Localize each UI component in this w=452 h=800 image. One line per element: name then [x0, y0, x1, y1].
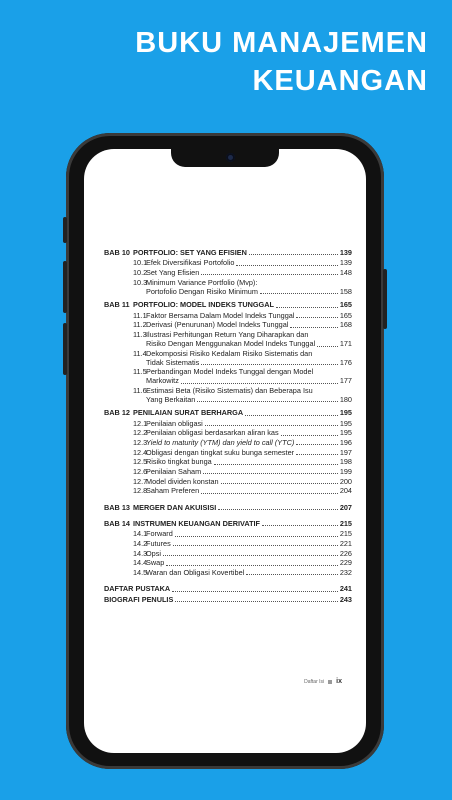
page-number: 199: [339, 467, 352, 477]
page-number: 241: [339, 584, 352, 594]
toc-item-wrapped[interactable]: [104, 279, 352, 286]
item-number: 12.3: [133, 437, 148, 447]
item-title: Forward: [146, 529, 173, 539]
page-number: 165: [339, 310, 352, 320]
toc-item[interactable]: [104, 259, 352, 266]
dot-leader: [173, 545, 338, 546]
toc-item-continuation[interactable]: [104, 359, 352, 366]
dot-leader: [262, 525, 338, 526]
phone-volume-up-button: [63, 261, 67, 313]
page-number: 221: [339, 539, 352, 548]
item-number: 14.1: [133, 529, 148, 539]
toc-item[interactable]: [104, 550, 352, 557]
item-title: Penilaian obligasi: [146, 418, 203, 428]
toc-item-wrapped[interactable]: [104, 350, 352, 357]
page-number: 215: [339, 529, 352, 539]
phone-volume-down-button: [63, 323, 67, 375]
chapter-number: BAB 12: [104, 408, 130, 418]
toc-item[interactable]: [104, 478, 352, 485]
dot-leader: [201, 274, 338, 275]
toc-item[interactable]: [104, 458, 352, 465]
headline: [28, 24, 428, 100]
footer-page-number: ix: [336, 678, 342, 685]
toc-item[interactable]: [104, 429, 352, 436]
page-number: 195: [339, 428, 352, 438]
toc-item[interactable]: [104, 321, 352, 328]
page-number: 148: [339, 267, 352, 277]
toc-item[interactable]: [104, 312, 352, 319]
toc-chapter[interactable]: [104, 409, 352, 416]
page-number: 195: [339, 418, 352, 428]
item-title: Obligasi dengan tingkat suku bunga semester: [146, 447, 295, 457]
item-number: 11.6: [133, 385, 147, 395]
item-title-line-2: Tidak Sistematis: [146, 357, 200, 367]
page-number: 215: [339, 519, 352, 529]
item-title: Penilaian Saham: [146, 467, 202, 477]
page-number: 171: [339, 339, 352, 349]
toc-item-continuation[interactable]: [104, 340, 352, 347]
item-number: 12.1: [133, 418, 148, 428]
toc-item-wrapped[interactable]: [104, 387, 352, 394]
item-number: 12.5: [133, 457, 148, 467]
item-number: 10.1: [133, 258, 148, 268]
page-number: 168: [339, 320, 352, 330]
page-number: 197: [339, 447, 352, 457]
item-number: 10.3: [133, 277, 148, 287]
dot-leader: [203, 473, 338, 474]
item-title: Penilaian obligasi berdasarkan aliran kas: [146, 428, 279, 438]
item-number: 12.7: [133, 476, 148, 486]
chapter-title: MERGER DAN AKUISISI: [133, 502, 217, 512]
item-title: Derivasi (Penurunan) Model Indeks Tunggal: [146, 320, 289, 330]
dot-leader: [245, 415, 338, 416]
dot-leader: [317, 346, 338, 347]
phone-mockup: [66, 133, 384, 769]
dot-leader: [181, 383, 338, 384]
dot-leader: [281, 435, 338, 436]
chapter-title: DAFTAR PUSTAKA: [104, 584, 171, 594]
toc-chapter[interactable]: [104, 520, 352, 527]
page-number: 229: [339, 558, 352, 568]
dot-leader: [172, 591, 338, 592]
page-number: 195: [339, 408, 352, 418]
toc-item[interactable]: [104, 530, 352, 537]
item-title: Efek Diversifikasi Portofolio: [146, 258, 235, 268]
page-number: 139: [339, 258, 352, 268]
phone-screen[interactable]: [84, 149, 366, 753]
dot-leader: [205, 425, 338, 426]
footer-label: Daftar Isi: [304, 678, 325, 685]
item-title: Risiko tingkat bunga: [146, 457, 212, 467]
dot-leader: [296, 317, 337, 318]
chapter-title: PORTFOLIO: MODEL INDEKS TUNGGAL: [133, 300, 274, 310]
item-number: 11.1: [133, 310, 147, 320]
page-number: 243: [339, 594, 352, 604]
toc-author-bio[interactable]: [104, 596, 352, 603]
toc-item-continuation[interactable]: [104, 288, 352, 295]
toc-item[interactable]: [104, 439, 352, 446]
item-title: Set Yang Efisien: [146, 267, 200, 277]
dot-leader: [201, 364, 338, 365]
phone-power-button: [383, 269, 387, 329]
item-title: Futures: [146, 539, 171, 548]
dot-leader: [214, 464, 338, 465]
item-number: 12.8: [133, 486, 148, 496]
dot-leader: [175, 601, 337, 602]
dot-leader: [276, 307, 338, 308]
dot-leader: [260, 293, 338, 294]
dot-leader: [249, 254, 338, 255]
page-number: 200: [339, 476, 352, 486]
dot-leader: [163, 555, 338, 556]
dot-leader: [296, 454, 338, 455]
chapter-number: BAB 14: [104, 519, 130, 529]
page-number: 198: [339, 457, 352, 467]
phone-side-button: [63, 217, 67, 243]
item-title-line-1: Estimasi Beta (Risiko Sistematis) dan Beberapa Isu: [146, 385, 313, 395]
item-number: 12.6: [133, 467, 148, 477]
item-number: 11.4: [133, 348, 147, 358]
dot-leader: [296, 444, 338, 445]
item-number: 14.4: [133, 558, 148, 568]
dot-leader: [166, 565, 338, 566]
toc-item-wrapped[interactable]: [104, 331, 352, 338]
dot-leader: [197, 401, 337, 402]
item-title-line-1: Perbandingan Model Indeks Tunggal dengan Model: [146, 367, 314, 377]
item-title-line-2: Markowitz: [146, 376, 179, 386]
page-number: 232: [339, 568, 352, 578]
toc-item-wrapped[interactable]: [104, 368, 352, 375]
toc-item[interactable]: [104, 540, 352, 547]
dot-leader: [290, 327, 337, 328]
page-number: 180: [339, 395, 352, 405]
page-number: 204: [339, 486, 352, 496]
headline-line-2: KEUANGAN: [252, 65, 428, 97]
toc-item[interactable]: [104, 487, 352, 494]
chapter-title: PENILAIAN SURAT BERHARGA: [133, 408, 244, 418]
dot-leader: [236, 265, 337, 266]
item-title: Opsi: [146, 548, 162, 558]
item-title: Swap: [146, 558, 165, 568]
dot-leader: [175, 536, 338, 537]
phone-notch: [171, 149, 279, 167]
dot-leader: [218, 509, 338, 510]
chapter-title: INSTRUMEN KEUANGAN DERIVATIF: [133, 519, 261, 529]
item-title-line-1: Minimum Variance Portfolio (Mvp):: [146, 277, 258, 287]
toc-item[interactable]: [104, 569, 352, 576]
page-number: 226: [339, 548, 352, 558]
item-number: 11.2: [133, 320, 147, 330]
item-title-line-2: Portofolio Dengan Risiko Minimum: [146, 286, 258, 296]
chapter-title: BIOGRAFI PENULIS: [104, 594, 174, 604]
page-number: 158: [339, 286, 352, 296]
dot-leader: [201, 493, 338, 494]
item-title: Saham Preferen: [146, 486, 200, 496]
chapter-number: BAB 13: [104, 502, 130, 512]
page-number: 165: [339, 300, 352, 310]
item-number: 14.5: [133, 568, 148, 578]
toc-item-continuation[interactable]: [104, 377, 352, 384]
toc-item-continuation[interactable]: [104, 396, 352, 403]
item-title: Yield to maturity (YTM) dan yield to call (YTC): [146, 437, 295, 447]
toc-chapter[interactable]: [104, 249, 352, 256]
footer-square-icon: [328, 680, 332, 684]
headline-line-1: BUKU MANAJEMEN: [135, 27, 428, 59]
page-number: 177: [339, 376, 352, 386]
page-number: 196: [339, 437, 352, 447]
table-of-contents: [104, 249, 352, 606]
item-number: 10.2: [133, 267, 148, 277]
item-number: 12.2: [133, 428, 148, 438]
item-title-line-1: Ilustrasi Perhitungan Return Yang Diharapkan dan: [146, 329, 309, 339]
item-number: 14.3: [133, 548, 148, 558]
item-title-line-2: Yang Berkaitan: [146, 395, 196, 405]
toc-item[interactable]: [104, 269, 352, 276]
toc-chapter[interactable]: [104, 504, 352, 511]
item-title-line-1: Dekomposisi Risiko Kedalam Risiko Sistematis dan: [146, 348, 313, 358]
dot-leader: [221, 483, 338, 484]
chapter-title: PORTFOLIO: SET YANG EFISIEN: [133, 248, 247, 257]
toc-item[interactable]: [104, 420, 352, 427]
item-title: Waran dan Obligasi Kovertibel: [146, 568, 245, 578]
page-number: 207: [339, 502, 352, 512]
toc-item[interactable]: [104, 449, 352, 456]
chapter-number: BAB 11: [104, 300, 130, 310]
item-number: 12.4: [133, 447, 148, 457]
page-footer: [304, 678, 342, 685]
chapter-number: BAB 10: [104, 248, 130, 257]
item-number: 11.3: [133, 329, 147, 339]
item-title: Model dividen konstan: [146, 476, 219, 486]
item-title: Faktor Bersama Dalam Model Indeks Tunggal: [146, 310, 295, 320]
page-number: 176: [339, 357, 352, 367]
item-number: 14.2: [133, 539, 148, 548]
page-number: 139: [339, 248, 352, 257]
toc-chapter[interactable]: [104, 301, 352, 308]
toc-item[interactable]: [104, 468, 352, 475]
dot-leader: [246, 574, 338, 575]
item-number: 11.5: [133, 367, 147, 377]
item-title-line-2: Risiko Dengan Menggunakan Model Indeks Tunggal: [146, 339, 316, 349]
toc-bibliography[interactable]: [104, 585, 352, 592]
toc-item[interactable]: [104, 559, 352, 566]
camera-icon: [226, 153, 235, 162]
